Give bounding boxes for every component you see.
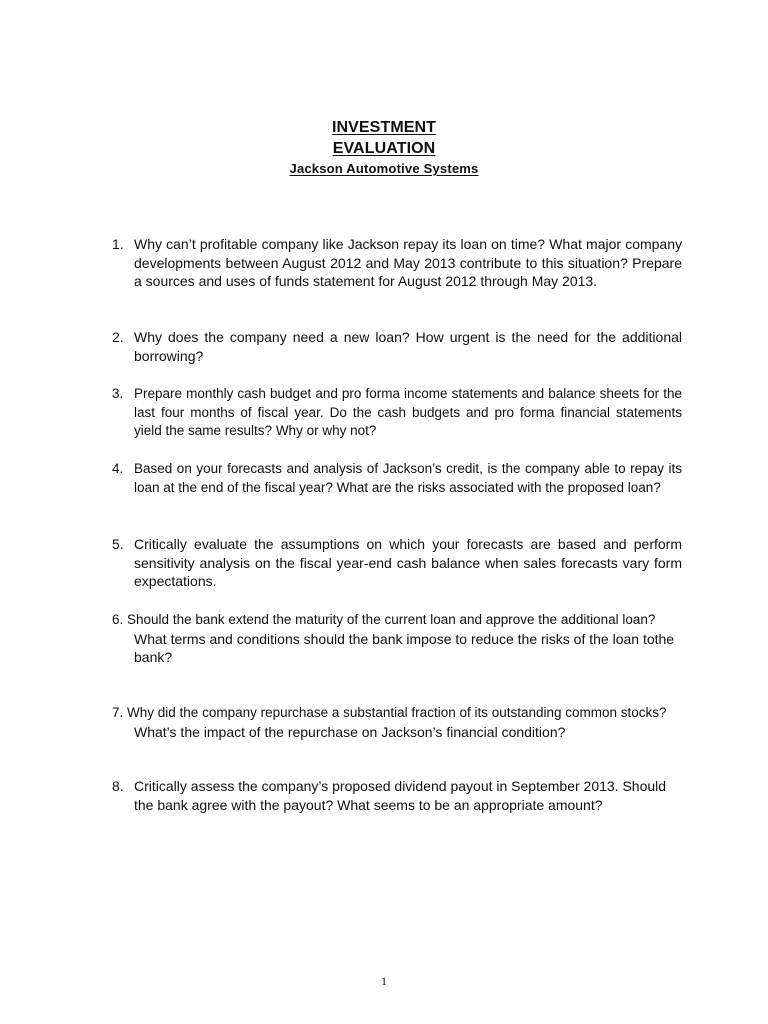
question-continuation: What’s the impact of the repurchase on Jackson’s financial condition? xyxy=(134,723,566,740)
question-text: Why does the company need a new loan? How urgent is the need for the additional borrowing? xyxy=(134,329,682,364)
question-2 xyxy=(112,328,682,365)
question-3 xyxy=(112,385,682,441)
page-number: 1 xyxy=(381,974,387,988)
question-text: Why can’t profitable company like Jackson repay its loan on time? What major company developments between August 2012 and May 2013 contribute to this situation? Prepare a sources and uses of funds statement for August 2012 through May 2013. xyxy=(134,236,682,289)
question-number: 5. xyxy=(112,536,124,552)
question-text: Why did the company repurchase a substantial fraction of its outstanding common stocks? xyxy=(127,705,667,720)
question-8 xyxy=(112,777,682,814)
question-number: 2. xyxy=(112,329,124,345)
question-text: Based on your forecasts and analysis of Jackson’s credit, is the company able to repay its loan at the end of the fiscal year? What are the risks associated with the proposed loan? xyxy=(134,461,682,495)
question-number: 1. xyxy=(112,236,124,252)
question-number: 7. xyxy=(112,705,124,720)
question-6 xyxy=(112,611,682,667)
title-block xyxy=(0,117,768,178)
subtitle: Jackson Automotive Systems xyxy=(289,161,479,176)
question-text: Critically evaluate the assumptions on which your forecasts are based and perform sensitivity analysis on the fiscal year-end cash balance when sales forecasts vary form expectations. xyxy=(134,536,682,589)
question-number: 4. xyxy=(112,461,124,476)
question-number: 3. xyxy=(112,386,124,401)
question-4 xyxy=(112,460,682,497)
question-text: Should the bank extend the maturity of the current loan and approve the additional loan? xyxy=(127,612,656,627)
question-5 xyxy=(112,535,682,591)
question-text: Prepare monthly cash budget and pro forma income statements and balance sheets for the last four months of fiscal year. Do the cash budgets and pro forma financial statements yield the same results? Why or why not? xyxy=(134,386,682,438)
question-1 xyxy=(112,235,682,291)
title-line-1: INVESTMENT xyxy=(331,119,437,136)
question-number: 8. xyxy=(112,778,124,794)
question-continuation: What terms and conditions should the bank impose to reduce the risks of the loan tothe bank? xyxy=(134,630,675,665)
title-line-2: EVALUATION xyxy=(332,140,436,157)
question-text: Critically assess the company’s proposed dividend payout in September 2013. Should the bank agree with the payout? What seems to be an appropriate amount? xyxy=(134,778,667,813)
question-number: 6. xyxy=(112,612,124,627)
question-7 xyxy=(112,704,682,741)
